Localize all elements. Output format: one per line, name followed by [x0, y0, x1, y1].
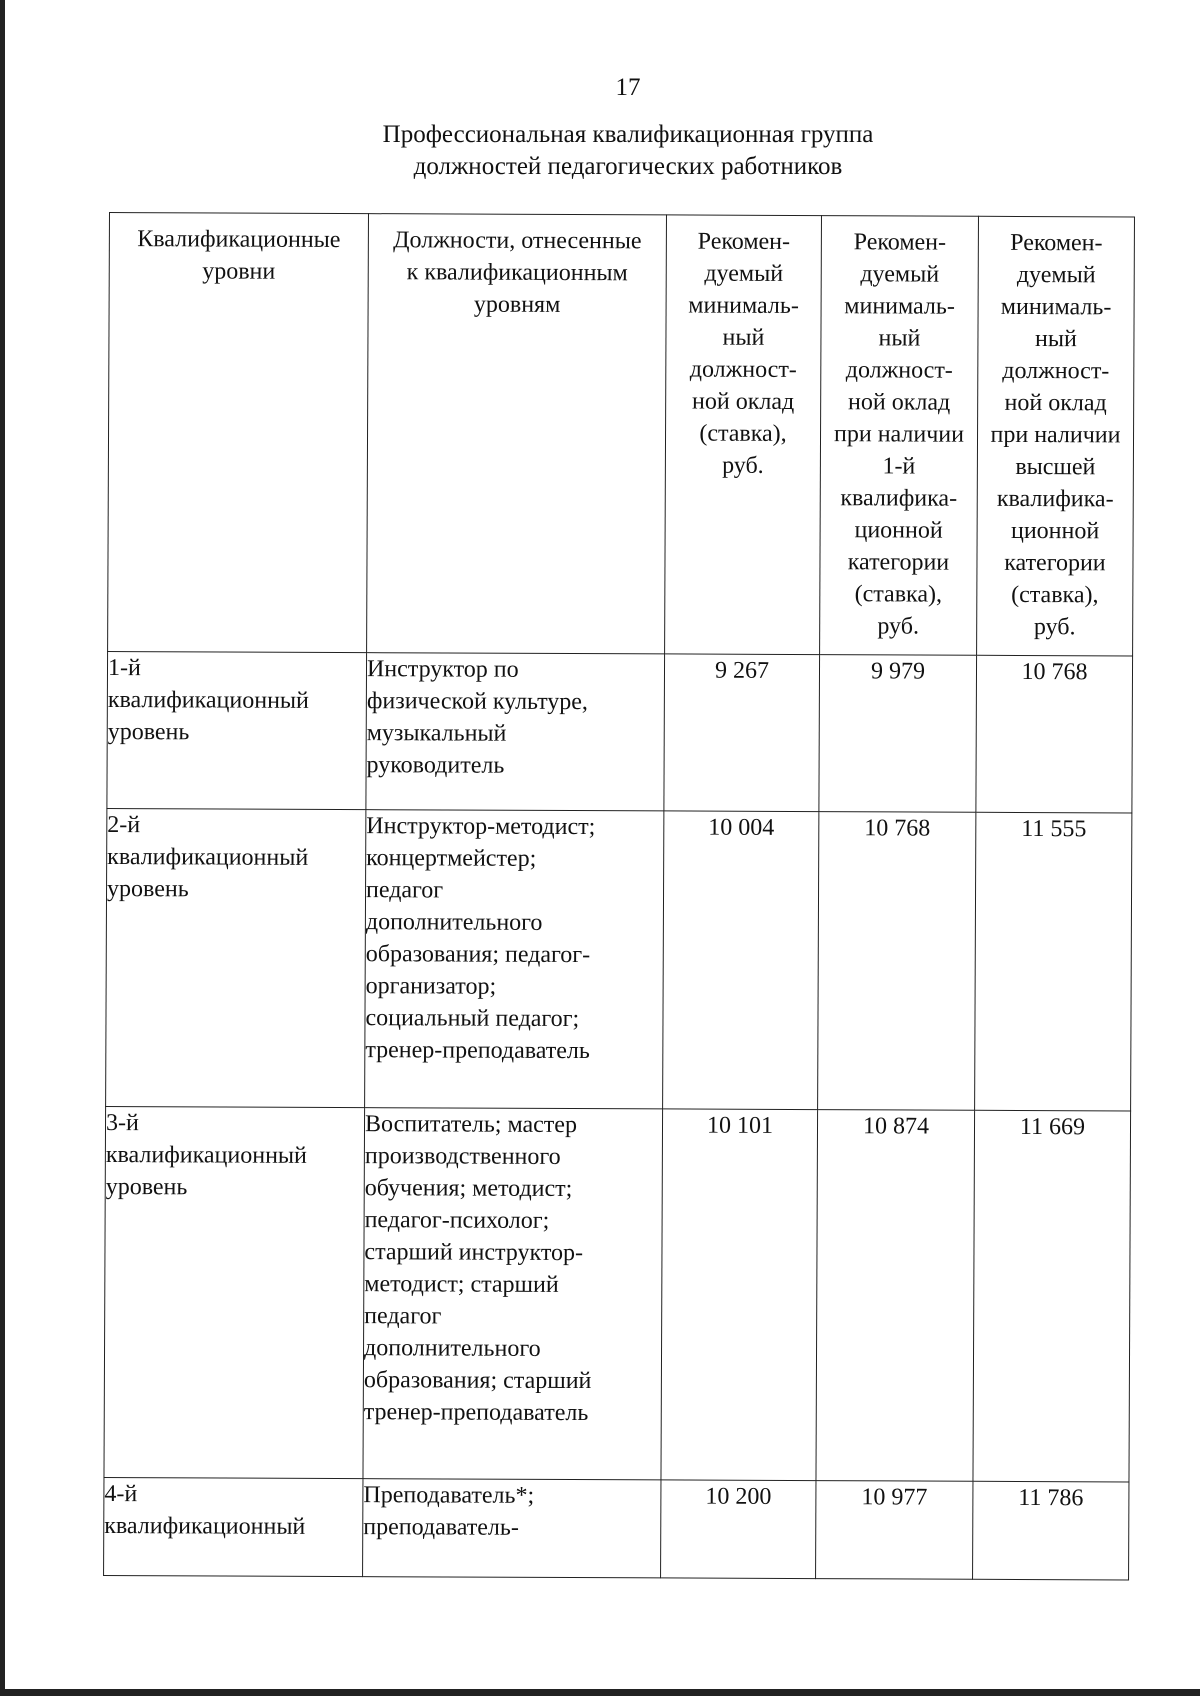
positions-cell: Преподаватель*; преподаватель-: [363, 1479, 661, 1578]
document-title: [0, 119, 1200, 183]
first-category-salary-cell: 10 874: [816, 1110, 975, 1482]
level-cell: 1-й квалификационный уровень: [107, 651, 367, 809]
header-positions: Должности, отнесенные к квалификационным уровням: [367, 214, 667, 654]
header-base-salary: Рекомен- дуемый минималь- ный должност- ной оклад (ставка), руб.: [665, 215, 822, 655]
document-title-line-1: Профессиональная квалификационная группа: [382, 121, 874, 148]
base-salary-cell: 10 200: [661, 1480, 816, 1579]
table-row: [107, 651, 1133, 812]
highest-category-salary-cell: 11 669: [973, 1110, 1131, 1482]
base-salary-cell: 10 004: [663, 811, 819, 1110]
base-salary-cell: 9 267: [664, 654, 820, 812]
scan-edge-bottom: [0, 1689, 1200, 1696]
header-first-category-salary: Рекомен- дуемый минималь- ный должност- ной оклад при наличии 1-й квалифика- ционной категории (ставка), руб.: [820, 216, 979, 656]
table-row: [104, 1477, 1129, 1579]
first-category-salary-cell: 10 977: [816, 1481, 973, 1580]
level-cell: 3-й квалификационный уровень: [104, 1106, 365, 1478]
base-salary-cell: 10 101: [661, 1109, 818, 1481]
level-cell: 4-й квалификационный: [104, 1477, 363, 1576]
table-header-row: [108, 213, 1135, 656]
page-number: 17: [615, 74, 641, 101]
first-category-salary-cell: 9 979: [819, 655, 977, 813]
highest-category-salary-cell: 11 555: [975, 812, 1132, 1111]
salary-table: [103, 212, 1135, 1580]
positions-cell: Воспитатель; мастер производственного обучения; методист; педагог-психолог; старший инструктор- методист; старший педагог дополнительного образования; старший тренер-преподаватель: [363, 1108, 663, 1480]
table-row: [104, 1106, 1131, 1481]
first-category-salary-cell: 10 768: [818, 812, 976, 1111]
header-highest-category-salary: Рекомен- дуемый минималь- ный должност- ной оклад при наличии высшей квалифика- ционной категории (ставка), руб.: [977, 216, 1135, 656]
highest-category-salary-cell: 10 768: [976, 655, 1133, 813]
header-qualification-levels: Квалификационные уровни: [108, 213, 369, 653]
scan-edge-left: [0, 0, 5, 1696]
highest-category-salary-cell: 11 786: [973, 1481, 1129, 1580]
positions-cell: Инструктор-методист; концертмейстер; педагог дополнительного образования; педагог- организатор; социальный педагог; тренер-преподаватель: [365, 810, 664, 1109]
level-cell: 2-й квалификационный уровень: [106, 808, 366, 1107]
positions-cell: Инструктор по физической культуре, музыкальный руководитель: [366, 653, 665, 811]
document-title-line-2: должностей педагогических работников: [413, 153, 843, 180]
table-row: [106, 808, 1132, 1110]
